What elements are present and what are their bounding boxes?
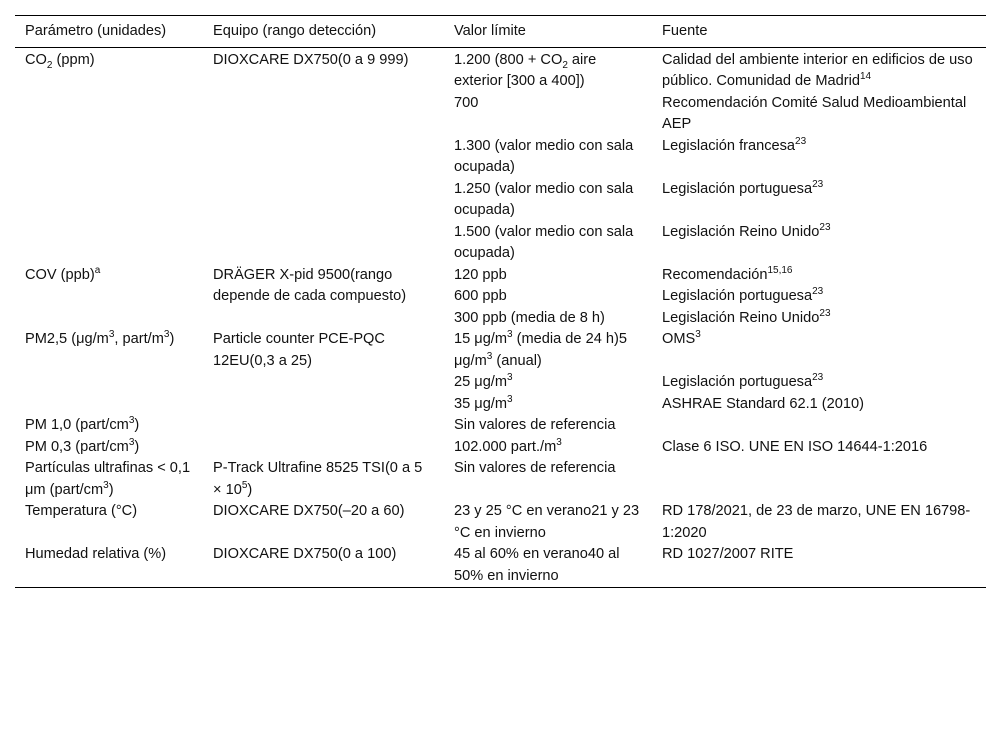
- cell-fuente: Legislación Reino Unido$^{23}$: [662, 221, 831, 240]
- cell-valor: 25 $\mu g/m^3$: [454, 372, 513, 390]
- cell-equipo: [203, 415, 444, 437]
- cell-valor: 35 $\mu g/m^3$: [454, 393, 513, 412]
- header-fuente: Fuente: [662, 23, 708, 39]
- cell-equipo: [203, 437, 444, 459]
- cell-equipo: P-Track Ultrafine 8525 TSI(0 a $5 \times 10^5$): [213, 460, 423, 498]
- cell-parametro: Humedad relativa (%): [25, 546, 167, 562]
- header-valor-limite: Valor límite: [454, 23, 526, 39]
- table-row: [15, 47, 986, 93]
- header-parametro: Parámetro (unidades): [25, 23, 167, 39]
- cell-parametro: Partículas ultrafinas < 0,1 μm $(part/cm^3)$: [25, 460, 191, 498]
- cell-fuente: Recomendación$^{15,16}$: [662, 264, 793, 283]
- cell-fuente: Legislación Reino Unido$^{23}$: [662, 307, 831, 326]
- table-header-row: [15, 16, 986, 48]
- cell-valor: 120 ppb: [454, 266, 507, 283]
- cell-valor: 1.250 (valor medio con sala ocupada): [454, 180, 634, 218]
- table-row: [15, 329, 986, 372]
- cell-fuente: [652, 458, 986, 501]
- cell-fuente: Legislación portuguesa$^{23}$: [662, 178, 824, 197]
- cell-valor: 45 al 60% en verano40 al 50% en invierno: [454, 546, 620, 584]
- cell-parametro: $CO_2$ (ppm): [25, 51, 95, 71]
- cell-valor: 700: [454, 94, 479, 111]
- cell-parametro: PM 0,3 $(part/cm^3)$: [25, 436, 140, 455]
- parameters-table: [15, 15, 986, 588]
- cell-fuente: Legislación portuguesa$^{23}$: [662, 372, 824, 390]
- cell-parametro: Temperatura (°C): [25, 503, 138, 519]
- cell-valor: 1.500 (valor medio con sala ocupada): [454, 223, 634, 261]
- table-row: [15, 415, 986, 437]
- cell-valor: 23 y 25 °C en verano21 y 23 °C en invierno: [454, 503, 640, 541]
- cell-fuente: ASHRAE Standard 62.1 (2010): [662, 395, 864, 412]
- cell-parametro: PM 1,0 $(part/cm^3)$: [25, 415, 140, 433]
- cell-equipo: DIOXCARE DX750(–20 a 60): [213, 503, 405, 519]
- cell-fuente: Legislación francesa$^{23}$: [662, 135, 807, 154]
- cell-valor: 102.000 $part./m^3$: [454, 436, 562, 455]
- cell-valor: Sin valores de referencia: [454, 417, 616, 433]
- cell-parametro: COV (ppb)$^a$: [25, 264, 101, 283]
- cell-fuente: RD 1027/2007 RITE: [662, 546, 794, 562]
- cell-equipo: Particle counter PCE-PQC 12EU(0,3 a 25): [213, 331, 385, 369]
- cell-equipo: DIOXCARE DX750(0 a 100): [213, 546, 397, 562]
- cell-fuente: RD 178/2021, de 23 de marzo, UNE EN 16798-1:2020: [662, 503, 971, 541]
- cell-equipo: DIOXCARE DX750(0 a 9 999): [213, 51, 409, 68]
- table-row: [15, 501, 986, 544]
- table-row: [15, 458, 986, 501]
- cell-fuente: [652, 415, 986, 437]
- cell-valor: 1.300 (valor medio con sala ocupada): [454, 137, 634, 175]
- cell-fuente: Calidad del ambiente interior en edificios de uso público. Comunidad de Madrid$^{14}$: [662, 51, 973, 89]
- cell-valor: Sin valores de referencia: [454, 460, 616, 476]
- cell-parametro: PM2,5 ($\mu g/m^3$, part/$m^3$): [25, 329, 175, 347]
- table-row: [15, 265, 986, 287]
- header-equipo: Equipo (rango detección): [213, 23, 377, 39]
- cell-valor: 15 $\mu g/m^3$ (media de 24 h)5 $\mu g/m^3$ (anual): [454, 329, 627, 369]
- cell-fuente: OMS$^3$: [662, 329, 701, 347]
- cell-valor: 600 ppb: [454, 288, 507, 304]
- table-row: [15, 544, 986, 588]
- table-row: [15, 437, 986, 459]
- cell-equipo: DRÄGER X-pid 9500(rango depende de cada compuesto): [213, 266, 407, 304]
- cell-valor: 300 ppb (media de 8 h): [454, 309, 605, 326]
- cell-fuente: Clase 6 ISO. UNE EN ISO 14644-1:2016: [662, 438, 928, 455]
- cell-fuente: Recomendación Comité Salud Medioambiental AEP: [662, 94, 967, 132]
- cell-valor: 1.200 ($800 + CO_2$ aire exterior [300 a 400]): [454, 51, 597, 89]
- cell-fuente: Legislación portuguesa$^{23}$: [662, 286, 824, 304]
